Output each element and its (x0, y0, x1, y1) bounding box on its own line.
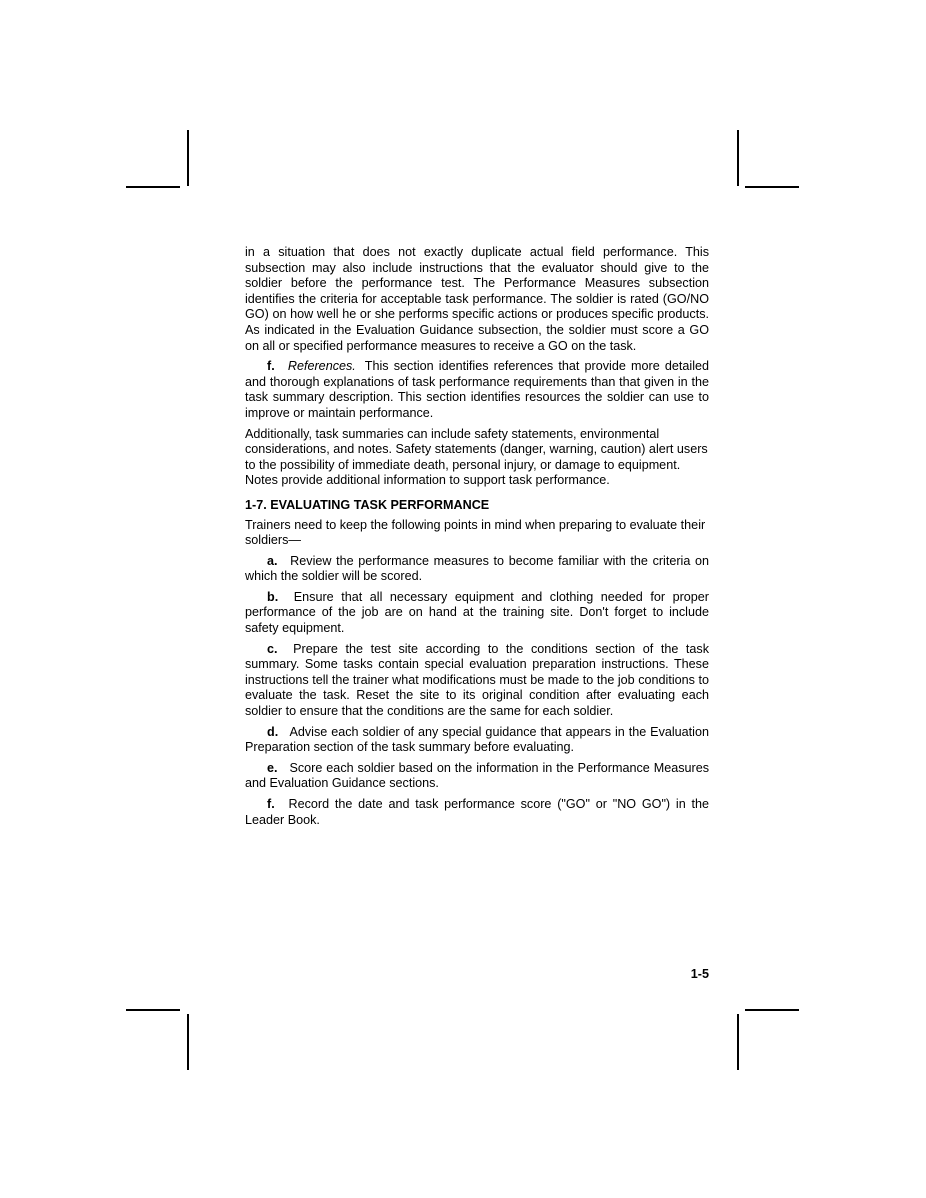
crop-mark-top-right-vertical (737, 130, 739, 186)
list-item-letter: c. (267, 641, 278, 656)
list-item-text: Score each soldier based on the information in the Performance Measures and Evaluation Guidance sections. (245, 760, 710, 791)
page-body (245, 245, 709, 833)
list-item-letter: e. (267, 760, 278, 775)
list-item-letter: d. (267, 724, 279, 739)
item-f-title: References. (287, 359, 356, 374)
list-item-f (245, 797, 709, 828)
list-item-text: Ensure that all necessary equipment and clothing needed for proper performance of the job are on hand at the training site. Don't forget to include safety equipment. (245, 589, 709, 636)
item-f-text: This section identifies references that provide more detailed and thorough explanations of task performance requirements than that given in the task summary description. This section identifies resources the soldier can use to improve or maintain performance. (245, 359, 710, 420)
section-heading: 1-7. EVALUATING TASK PERFORMANCE (245, 497, 490, 512)
crop-mark-bottom-right-horizontal (745, 1009, 799, 1011)
list-item-text: Review the performance measures to become familiar with the criteria on which the soldier will be scored. (245, 553, 710, 584)
list-item-text: Record the date and task performance score ("GO" or "NO GO") in the Leader Book. (245, 797, 710, 827)
list-item-e (245, 761, 709, 792)
additional-paragraph: Additionally, task summaries can include safety statements, environmental considerations, and notes. Safety statements (danger, warning, caution) alert users to the possibility of immediate death, personal injury, or damage to equipment. Notes provide additional information to support task performance. (245, 426, 708, 488)
continuation-paragraph: in a situation that does not exactly duplicate actual field performance. This subsection may also include instructions that the evaluator should give to the soldier before the performance test. The Performance Measures subsection identifies the criteria for acceptable task performance. The soldier is rated (GO/NO GO) on how well he or she performs specific actions or produces specific products. As indicated in the Evaluation Guidance subsection, the soldier must score a GO on all or specified performance measures to receive a GO on the task. (245, 245, 709, 353)
section-intro: Trainers need to keep the following points in mind when preparing to evaluate their soldiers— (245, 517, 706, 548)
list-item-b (245, 590, 709, 637)
list-item-c (245, 642, 709, 720)
list-item-d (245, 725, 709, 756)
item-f-letter: f. (267, 359, 275, 374)
list-item-a (245, 554, 709, 585)
crop-mark-top-right-horizontal (745, 186, 799, 188)
crop-mark-bottom-right-vertical (737, 1014, 739, 1070)
list-item-letter: f. (267, 797, 275, 811)
crop-mark-bottom-left-horizontal (126, 1009, 180, 1011)
list-item-letter: a. (267, 553, 278, 568)
list-item-text: Advise each soldier of any special guidance that appears in the Evaluation Preparation section of the task summary before evaluating. (245, 724, 709, 755)
crop-mark-top-left-vertical (187, 130, 189, 186)
page-number: 1-5 (690, 967, 709, 981)
crop-mark-bottom-left-vertical (187, 1014, 189, 1070)
item-f-references (245, 359, 709, 421)
list-item-letter: b. (267, 589, 279, 604)
crop-mark-top-left-horizontal (126, 186, 180, 188)
list-item-text: Prepare the test site according to the conditions section of the task summary. Some tasks contain special evaluation preparation instructions. These instructions tell the trainer what modifications must be made to the job conditions to evaluate the task. Reset the site to its original condition after evaluating each soldier to ensure that the conditions are the same for each soldier. (245, 641, 710, 719)
